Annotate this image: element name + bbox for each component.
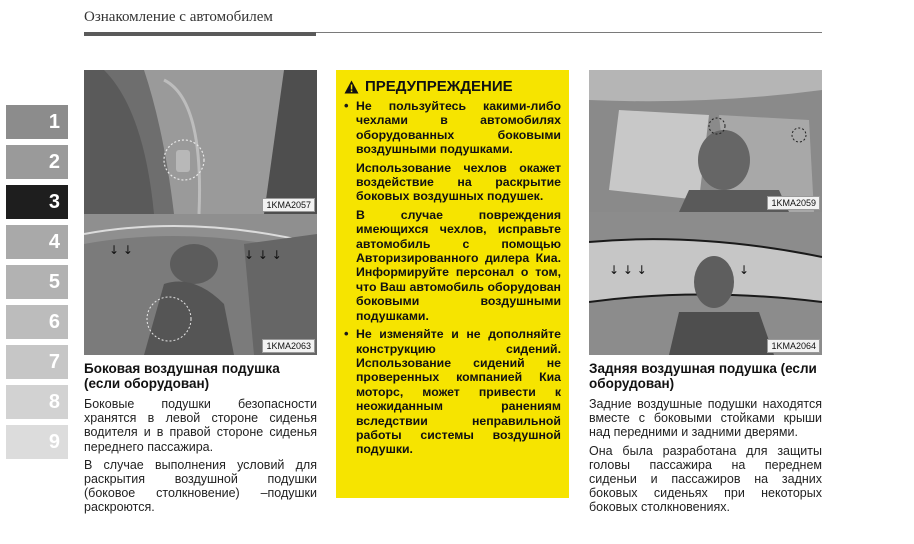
chapter-tab-label: 4 <box>48 230 60 253</box>
chapter-tab-1[interactable] <box>6 105 68 139</box>
chapter-tab-9[interactable] <box>6 425 68 459</box>
warning-paragraph: Не пользуйтесь какими-либо чехлами в автомобилях оборудованных боковыми воздушными подушками. <box>356 99 561 157</box>
curtain-airbag-location-photo <box>589 70 822 212</box>
warning-paragraph: В случае повреждения имеющихся чехлов, исправьте автомобиль с помощью Авторизированного дилера Киа. Информируйте персонал о том, что Ваш автомобиль оборудован боковыми воздушными подушками. <box>356 207 561 323</box>
svg-text:↓ ↓ ↓: ↓ ↓ ↓ <box>244 248 282 262</box>
warning-item <box>344 327 561 461</box>
photo-code-label: 1KMA2059 <box>767 196 820 210</box>
section-title: Ознакомление с автомобилем <box>84 9 273 25</box>
side-airbag-description <box>84 397 317 519</box>
paragraph: Она была разработана для защиты головы пассажира на переднем сиденьи и пассажиров на задних боковых сиденьях при некоторых боковых столкновениях. <box>589 443 822 515</box>
chapter-tab-label: 7 <box>48 350 60 373</box>
chapter-tab-label: 2 <box>48 150 60 173</box>
paragraph: В случае выполнения условий для раскрытия воздушной подушки (боковое столкновение) –подушки раскроются. <box>84 457 317 515</box>
curtain-airbag-heading: Задняя воздушная подушка (если оборудован) <box>589 361 817 391</box>
photo-code-label: 1KMA2064 <box>767 339 820 353</box>
chapter-tab-label: 8 <box>48 390 60 413</box>
curtain-airbag-deploy-photo <box>589 212 822 355</box>
chapter-tab-label: 3 <box>48 190 60 213</box>
chapter-tab-7[interactable] <box>6 345 68 379</box>
paragraph: Задние воздушные подушки находятся вместе с боковыми стойками крыши над передними и задними дверями. <box>589 397 822 440</box>
bullet: • <box>344 326 349 342</box>
warning-item <box>344 99 561 327</box>
warning-box <box>336 70 569 498</box>
bullet: • <box>344 98 349 113</box>
chapter-tab-label: 9 <box>48 430 60 453</box>
chapter-tab-5[interactable] <box>6 265 68 299</box>
side-airbag-deploy-photo <box>84 214 317 355</box>
photo-code-label: 1KMA2057 <box>262 198 315 212</box>
svg-text:↓ ↓ ↓: ↓ ↓ ↓ <box>609 263 647 277</box>
chapter-tab-label: 6 <box>48 310 60 333</box>
side-airbag-heading: Боковая воздушная подушка (если оборудован) <box>84 361 280 391</box>
photo-code-label: 1KMA2063 <box>262 339 315 353</box>
warning-title-text: ПРЕДУПРЕЖДЕНИЕ <box>365 78 513 95</box>
chapter-tab-3-active[interactable] <box>6 185 68 219</box>
chapter-tab-label: 5 <box>48 270 60 293</box>
curtain-airbag-description <box>589 397 822 519</box>
warning-icon <box>344 80 359 94</box>
warning-paragraph: Не изменяйте и не дополняйте конструкцию сидений. Использование сидений не проверенных компанией Киа моторс, может привести к неожиданным ранениям вследствии неправильной работы системы воздушной подушки. <box>356 327 561 457</box>
chapter-tab-4[interactable] <box>6 225 68 259</box>
chapter-tab-6[interactable] <box>6 305 68 339</box>
chapter-tab-label: 1 <box>48 110 60 133</box>
header-underline <box>84 32 316 36</box>
seat-airbag-photo <box>84 70 317 214</box>
chapter-tabs <box>6 105 68 465</box>
warning-paragraph: Использование чехлов окажет воздействие на раскрытие боковых воздушных подушек. <box>356 160 561 204</box>
svg-text:↓: ↓ <box>739 263 750 277</box>
paragraph: Боковые подушки безопасности хранятся в левой стороне сиденья водителя и в правой стороне сиденья переднего пассажира. <box>84 397 317 454</box>
chapter-tab-2[interactable] <box>6 145 68 179</box>
svg-text:↓ ↓: ↓ ↓ <box>109 243 133 257</box>
warning-title <box>344 78 561 95</box>
chapter-tab-8[interactable] <box>6 385 68 419</box>
page-header <box>84 6 822 33</box>
